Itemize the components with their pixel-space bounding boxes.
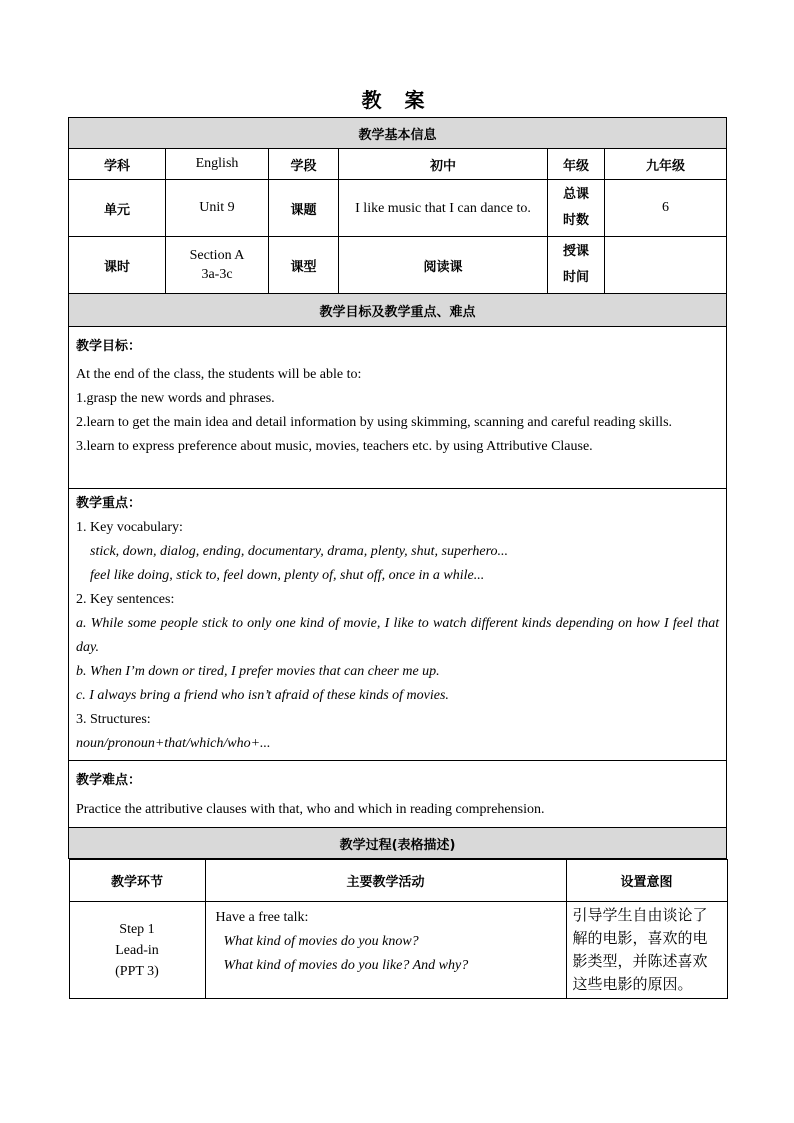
objective-line: 2.learn to get the main idea and detail information by using skimming, scanning and careful reading skills.: [76, 415, 673, 430]
process-col-activity: 主要教学活动: [205, 860, 566, 902]
activity-question: What kind of movies do you know?: [223, 934, 419, 949]
teaching-time-label-line1: 授课: [562, 244, 589, 259]
process-col-intent: 设置意图: [566, 860, 727, 902]
key-vocab-line: stick, down, dialog, ending, documentary, drama, plenty, shut, superhero...: [90, 544, 509, 559]
period-value-line1: Section A: [189, 248, 245, 263]
process-stage-cell: [69, 902, 205, 999]
type-label: 课型: [269, 237, 339, 294]
total-hours-label: [548, 180, 605, 237]
step-number: Step 1: [119, 921, 155, 937]
objectives-row: [69, 327, 727, 489]
difficult-points-text: Practice the attributive clauses with that, who and which in reading comprehension.: [76, 802, 545, 817]
basic-info-header-row: [69, 118, 727, 149]
key-sentences-title: 2. Key sentences:: [76, 592, 175, 607]
subject-label: 学科: [69, 149, 166, 180]
process-container: [69, 859, 727, 1000]
stage-label: 学段: [269, 149, 339, 180]
key-sentence: c. I always bring a friend who isn’t afraid of these kinds of movies.: [76, 688, 449, 703]
process-table: [69, 859, 728, 999]
key-vocab-title: 1. Key vocabulary:: [76, 520, 183, 535]
topic-label: 课题: [269, 180, 339, 237]
difficult-points-row: [69, 761, 727, 828]
process-header-row: [69, 828, 727, 859]
step-name: Lead-in: [115, 942, 159, 958]
process-activity-cell: [205, 902, 566, 999]
goals-header: 教学目标及教学重点、难点: [69, 294, 727, 327]
process-content-row: [69, 859, 727, 1000]
subject-value: English: [166, 149, 269, 180]
process-row: [69, 902, 727, 999]
objective-line: 3.learn to express preference about music, movies, teachers etc. by using Attributive Clause.: [76, 439, 593, 454]
period-label: 课时: [69, 237, 166, 294]
key-points-row: [69, 489, 727, 761]
structures-title: 3. Structures:: [76, 712, 151, 727]
key-sentence: a. While some people stick to only one kind of movie, I like to watch different kinds depending on how I feel that day.: [76, 616, 720, 655]
objective-line: 1.grasp the new words and phrases.: [76, 391, 275, 406]
period-value: [166, 237, 269, 294]
basic-info-header: 教学基本信息: [69, 118, 727, 149]
structure-line: noun/pronoun+that/which/who+...: [76, 736, 271, 751]
objective-line: At the end of the class, the students will be able to:: [76, 367, 362, 382]
key-sentence: b. When I’m down or tired, I prefer movies that can cheer me up.: [76, 664, 440, 679]
unit-value: Unit 9: [166, 180, 269, 237]
goals-header-row: [69, 294, 727, 327]
objectives-section: [69, 327, 727, 489]
grade-value: 九年级: [605, 149, 727, 180]
process-column-header-row: [69, 860, 727, 902]
teaching-time-value: [605, 237, 727, 294]
total-hours-label-line2: 时数: [562, 213, 589, 228]
total-hours-label-line1: 总课: [562, 187, 589, 202]
period-value-line2: 3a-3c: [201, 267, 233, 282]
teaching-time-label-line2: 时间: [562, 270, 589, 285]
stage-value: 初中: [339, 149, 548, 180]
key-points-section: [69, 489, 727, 761]
process-col-stage: 教学环节: [69, 860, 205, 902]
difficult-points-section: [69, 761, 727, 828]
objectives-label: 教学目标：: [76, 339, 142, 354]
subject-row: [69, 149, 727, 180]
total-hours-value: 6: [605, 180, 727, 237]
difficult-points-label: 教学难点：: [76, 773, 142, 788]
activity-question: What kind of movies do you like? And why?: [223, 958, 469, 973]
unit-label: 单元: [69, 180, 166, 237]
lesson-plan-table: [68, 117, 727, 999]
process-intent-cell: 引导学生自由谈论了解的电影，喜欢的电影类型，并陈述喜欢这些电影的原因。: [566, 902, 727, 999]
key-points-label: 教学重点：: [76, 496, 142, 511]
activity-intro: Have a free talk:: [215, 910, 309, 925]
key-vocab-line: feel like doing, stick to, feel down, plenty of, shut off, once in a while...: [90, 568, 485, 583]
grade-label: 年级: [548, 149, 605, 180]
document-title: 教 案: [361, 88, 433, 112]
process-header: 教学过程(表格描述): [69, 828, 727, 859]
topic-value: I like music that I can dance to.: [339, 180, 548, 237]
step-ppt: (PPT 3): [115, 963, 159, 979]
teaching-time-label: [548, 237, 605, 294]
unit-row: [69, 180, 727, 237]
period-row: [69, 237, 727, 294]
type-value: 阅读课: [339, 237, 548, 294]
